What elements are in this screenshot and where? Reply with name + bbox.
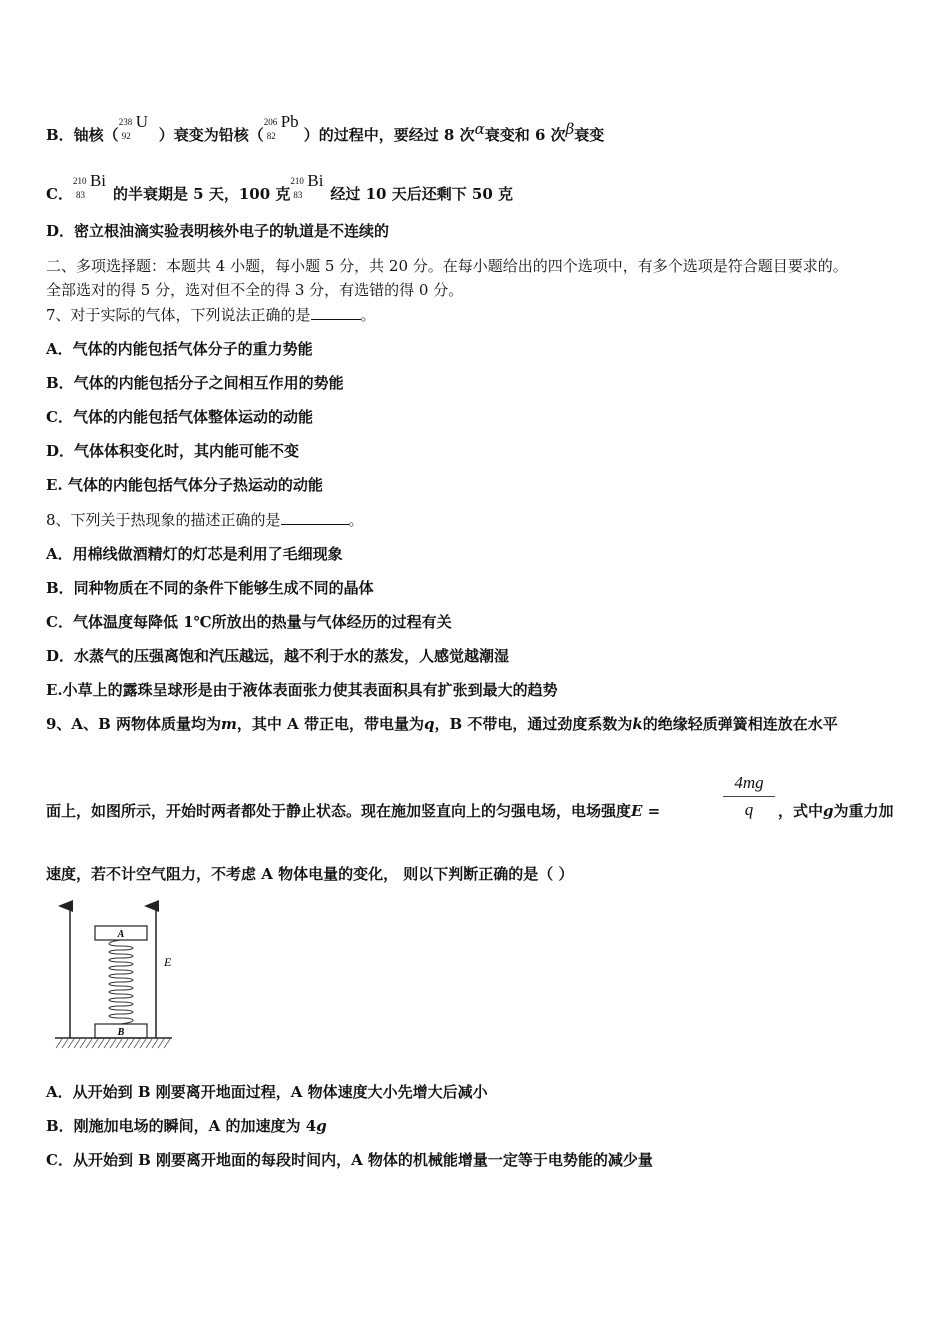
field-strength-fraction: $\frac{4mg}{q}$: [723, 773, 775, 820]
svg-text:A: A: [117, 929, 125, 940]
question-9-stem-line1: 9、A、B 两物体质量均为m，其中 A 带正电，带电量为q，B 不带电，通过劲度系数为k的绝缘轻质弹簧相连放在水平: [46, 715, 838, 733]
question-9-stem-line2: 面上，如图所示，开始时两者都处于静止状态。现在施加竖直向上的匀强电场，电场强度E =: [46, 802, 661, 820]
option-b-decay: B．铀核（ 238 92 U ）衰变为铅核（ 206 82 Pb ）的过程中，要经过 8 次α衰变和 6 次β衰变: [46, 114, 604, 148]
q7-option-d: D．气体体积变化时，其内能可能不变: [46, 442, 300, 460]
q8-option-c: C．气体温度每降低 1℃所放出的热量与气体经历的过程有关: [46, 613, 452, 631]
q7-option-b: B．气体的内能包括分子之间相互作用的势能: [46, 374, 344, 392]
uranium-isotope: 238 92 U: [118, 112, 148, 141]
field-label: E: [164, 955, 172, 969]
question-7-stem: 7、对于实际的气体，下列说法正确的是 。: [46, 306, 376, 324]
bismuth-isotope: 210 83 Bi: [290, 171, 324, 200]
question-9-stem-line2-tail: ，式中g为重力加: [778, 802, 894, 820]
bismuth-isotope: 210 83 Bi: [72, 171, 107, 200]
alpha-symbol: α: [474, 120, 485, 138]
svg-text:B: B: [117, 1027, 125, 1038]
lead-isotope: 206 82 Pb: [263, 112, 299, 141]
question-9-stem-line3: 速度，若不计空气阻力，不考虑 A 物体电量的变化， 则以下判断正确的是（ ）: [46, 865, 574, 883]
q9-option-a: A．从开始到 B 刚要离开地面过程，A 物体速度大小先增大后减小: [46, 1083, 488, 1101]
option-c-half-life: C． 210 83 Bi 的半衰期是 5 天，100 克 210 83 Bi 经过 10 天后还剩下 50 克: [46, 173, 513, 207]
question-8-stem: 8、下列关于热现象的描述正确的是 。: [46, 511, 364, 529]
spring: [109, 940, 133, 1024]
q8-option-d: D．水蒸气的压强离饱和汽压越远，越不利于水的蒸发，人感觉越潮湿: [46, 647, 510, 665]
q8-option-b: B．同种物质在不同的条件下能够生成不同的晶体: [46, 579, 374, 597]
spring-field-diagram: [50, 898, 190, 1058]
q7-option-e: E. 气体的内能包括气体分子热运动的动能: [46, 476, 323, 494]
q9-option-b: B．刚施加电场的瞬间，A 的加速度为 4g: [46, 1117, 327, 1135]
section-header-scoring: 全部选对的得 5 分，选对但不全的得 3 分，有选错的得 0 分。: [46, 281, 464, 299]
q8-option-a: A．用棉线做酒精灯的灯芯是利用了毛细现象: [46, 545, 343, 563]
answer-blank[interactable]: [281, 510, 349, 525]
q9-option-c: C．从开始到 B 刚要离开地面的每段时间内，A 物体的机械能增量一定等于电势能的减少量: [46, 1151, 653, 1169]
option-d-millikan: D．密立根油滴实验表明核外电子的轨道是不连续的: [46, 222, 390, 240]
q7-option-a: A．气体的内能包括气体分子的重力势能: [46, 340, 313, 358]
beta-symbol: β: [565, 120, 575, 138]
q8-option-e: E.小草上的露珠呈球形是由于液体表面张力使其表面积具有扩张到最大的趋势: [46, 681, 558, 699]
q7-option-c: C．气体的内能包括气体整体运动的动能: [46, 408, 313, 426]
section-header: 二、多项选择题：本题共 4 小题，每小题 5 分，共 20 分。在每小题给出的四个选项中，有多个选项是符合题目要求的。: [46, 257, 848, 275]
answer-blank[interactable]: [311, 305, 361, 320]
